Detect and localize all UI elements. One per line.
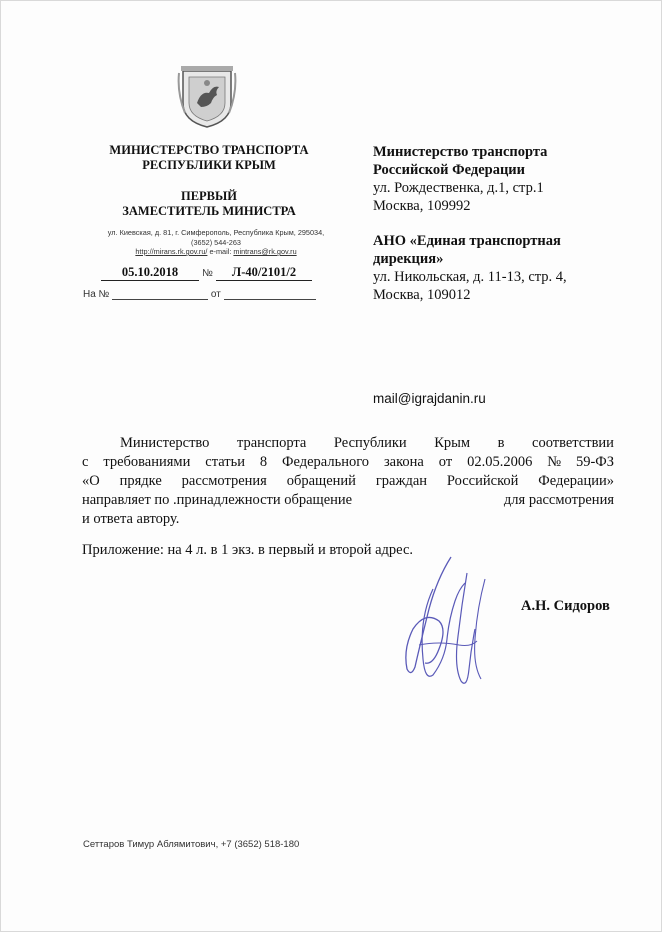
body-word: соответствии	[532, 435, 614, 451]
body-word: Российской	[446, 473, 519, 489]
body-line-1	[82, 434, 614, 453]
body-word: закона	[383, 454, 424, 470]
recipient-1-name-line1: Министерство транспорта	[373, 144, 548, 160]
body-word: 8	[259, 454, 268, 470]
recipient-1-name-line2: Российской Федерации	[373, 162, 526, 178]
from-label: от	[210, 289, 221, 300]
body-word: Федерального	[282, 454, 370, 470]
ministry-name	[79, 143, 339, 173]
letter-body	[82, 434, 614, 529]
body-word: от	[438, 454, 453, 470]
recipient-1-city: Москва, 109992	[373, 198, 471, 214]
body-word: 59-ФЗ	[575, 454, 614, 470]
body-word: с	[82, 454, 89, 470]
registration-line	[101, 265, 312, 281]
body-word: 02.05.2006	[467, 454, 533, 470]
position-line2: ЗАМЕСТИТЕЛЬ МИНИСТРА	[122, 204, 296, 218]
body-word: требованиями	[103, 454, 191, 470]
executor-contact: Сеттаров Тимур Аблямитович, +7 (3652) 518-180	[83, 839, 300, 850]
body-word: Федерации»	[538, 473, 614, 489]
position-line1: ПЕРВЫЙ	[180, 189, 238, 203]
recipient-1	[373, 143, 643, 215]
registration-number: Л-40/2101/2	[216, 265, 312, 281]
body-word: Министерство	[120, 435, 210, 451]
body-line-5: и ответа автору.	[82, 511, 180, 527]
signer-name: А.Н. Сидоров	[521, 598, 610, 614]
body-word: прядке	[119, 473, 162, 489]
email-link[interactable]: mintrans@rk.gov.ru	[233, 247, 297, 256]
address-line: ул. Киевская, д. 81, г. Симферополь, Республика Крым, 295034,	[107, 228, 325, 237]
body-word: статьи	[205, 454, 245, 470]
sender-contacts	[79, 228, 353, 257]
reply-date-blank	[224, 288, 316, 300]
registration-date: 05.10.2018	[101, 265, 199, 281]
crimea-emblem-icon	[177, 63, 237, 129]
body-word: в	[497, 435, 505, 451]
body-word: Крым	[434, 435, 471, 451]
body-word: «О	[82, 473, 100, 489]
signature-image	[389, 549, 509, 709]
body-text-left: направляет по .принадлежности обращение	[82, 492, 353, 508]
body-line-3	[82, 472, 614, 491]
recipient-2-city: Москва, 109012	[373, 287, 471, 303]
recipient-2-address: ул. Никольская, д. 11-13, стр. 4,	[373, 269, 567, 285]
recipient-2-name-line1: АНО «Единая транспортная	[373, 233, 561, 249]
number-label: №	[202, 268, 213, 279]
body-line-2	[82, 453, 614, 472]
recipient-email[interactable]: mail@igrajdanin.ru	[373, 391, 486, 406]
body-word: транспорта	[236, 435, 307, 451]
recipient-1-address: ул. Рождественка, д.1, стр.1	[373, 180, 544, 196]
recipient-2	[373, 232, 643, 304]
email-label: e-mail:	[209, 247, 232, 256]
phone-line: (3652) 544-263	[191, 237, 241, 247]
body-word: рассмотрения	[181, 473, 267, 489]
web-email-line	[79, 247, 353, 257]
ministry-name-line2: РЕСПУБЛИКИ КРЫМ	[142, 158, 276, 172]
sender-position	[79, 189, 339, 219]
body-word: №	[547, 454, 562, 470]
ministry-name-line1: МИНИСТЕРСТВО ТРАНСПОРТА	[109, 143, 309, 157]
body-word: Республики	[333, 435, 407, 451]
website-link[interactable]: http://mirans.rk.gov.ru/	[135, 247, 208, 256]
body-line-4	[82, 491, 614, 510]
body-word: обращений	[286, 473, 356, 489]
recipient-2-name-line2: дирекция»	[373, 251, 444, 267]
reply-number-blank	[112, 288, 208, 300]
reply-label: На №	[83, 289, 110, 300]
attachment-note: Приложение: на 4 л. в 1 экз. в первый и второй адрес.	[82, 542, 414, 558]
body-word: граждан	[375, 473, 428, 489]
body-text-right: для рассмотрения	[503, 492, 614, 508]
reply-reference-line	[83, 288, 316, 300]
